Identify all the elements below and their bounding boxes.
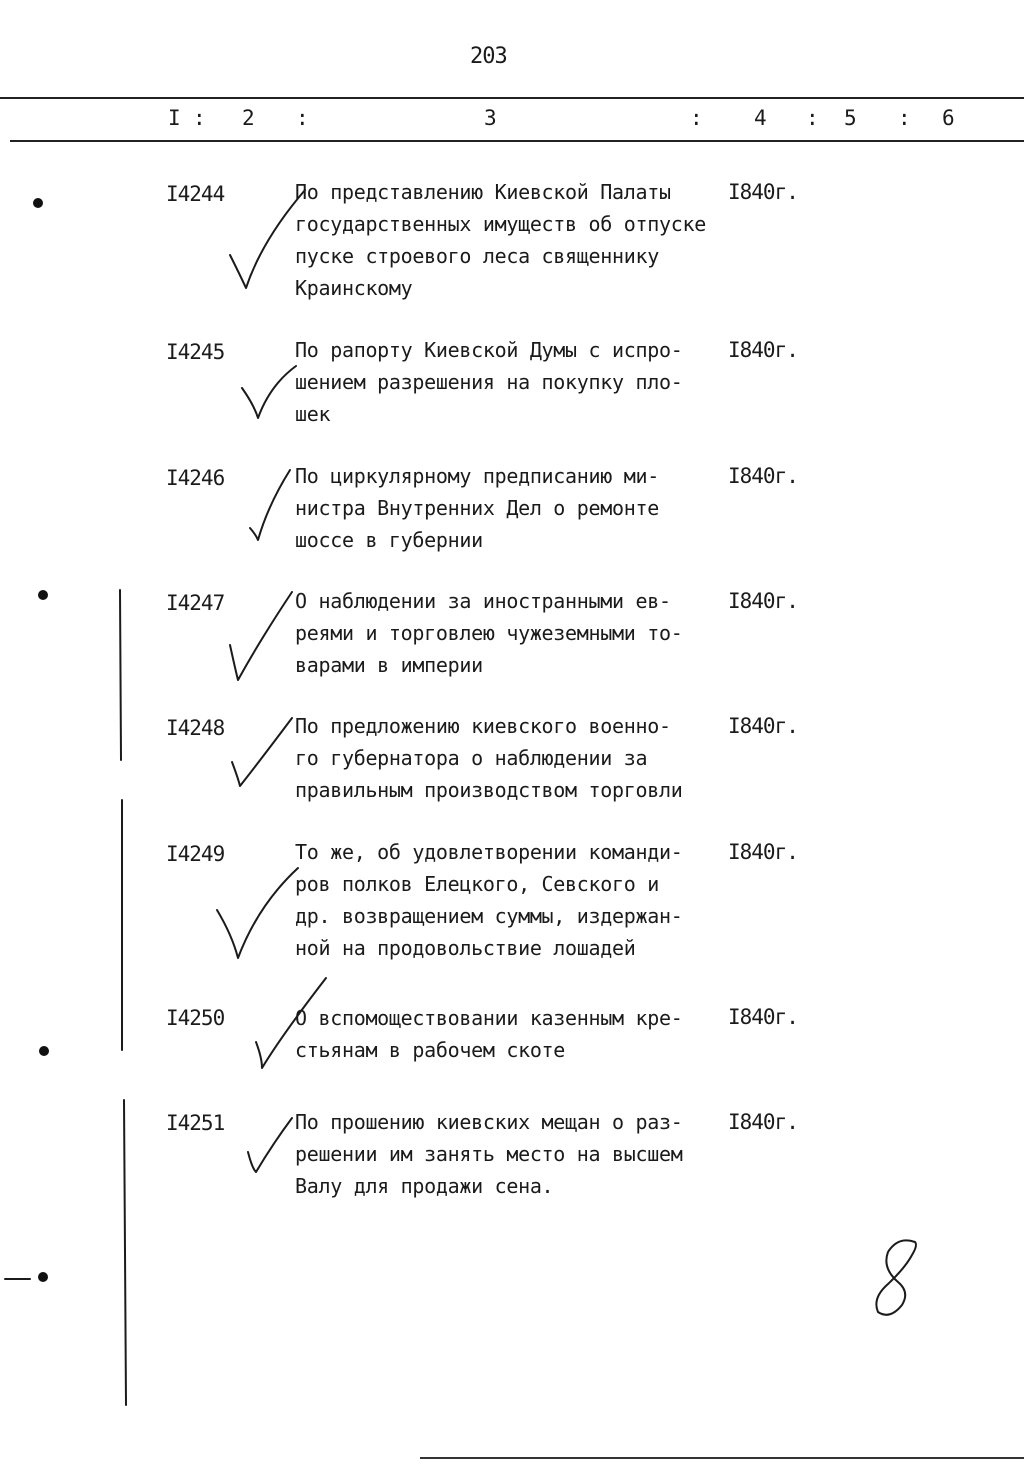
case-year: I840г. bbox=[728, 464, 798, 488]
case-year: I840г. bbox=[728, 338, 798, 362]
case-number: I4245 bbox=[166, 340, 225, 364]
case-number: I4246 bbox=[166, 466, 225, 490]
description-line: стьянам в рабочем скоте bbox=[295, 1038, 566, 1062]
column-separator: : bbox=[898, 106, 911, 130]
punch-hole bbox=[38, 1272, 48, 1282]
column-header-2: 2 bbox=[242, 106, 255, 130]
case-year: I840г. bbox=[728, 840, 798, 864]
description-line: реями и торговлею чужеземными то- bbox=[295, 621, 683, 645]
case-number: I4249 bbox=[166, 842, 225, 866]
description-line: др. возвращением суммы, издержан- bbox=[295, 904, 683, 928]
check-mark-icon bbox=[250, 470, 290, 540]
column-separator: : bbox=[193, 106, 206, 130]
description-line: О наблюдении за иностранными ев- bbox=[295, 589, 671, 613]
case-year: I840г. bbox=[728, 714, 798, 738]
description-line: То же, об удовлетворении команди- bbox=[295, 840, 683, 864]
header-rule-bottom bbox=[10, 140, 1024, 142]
description-line: Валу для продажи сена. bbox=[295, 1174, 554, 1198]
column-separator: : bbox=[296, 106, 309, 130]
case-year: I840г. bbox=[728, 180, 798, 204]
case-description bbox=[295, 836, 735, 964]
column-header-3: 3 bbox=[484, 106, 497, 130]
sheet-number-glyph bbox=[876, 1240, 916, 1314]
check-mark-icon bbox=[242, 366, 296, 418]
description-line: ров полков Елецкого, Севского и bbox=[295, 872, 659, 896]
description-line: ной на продовольствие лошадей bbox=[295, 936, 636, 960]
case-description bbox=[295, 334, 735, 430]
column-separator: : bbox=[690, 106, 703, 130]
description-line: Краинскому bbox=[295, 276, 413, 300]
description-line: По циркулярному предписанию ми- bbox=[295, 464, 659, 488]
case-year: I840г. bbox=[728, 1005, 798, 1029]
check-mark-icon bbox=[248, 1118, 292, 1172]
case-description bbox=[295, 585, 735, 681]
case-description bbox=[295, 460, 735, 556]
header-rule-top bbox=[0, 97, 1024, 99]
punch-hole bbox=[38, 590, 48, 600]
description-line: шоссе в губернии bbox=[295, 528, 483, 552]
column-header-1: I bbox=[168, 106, 181, 130]
description-line: По рапорту Киевской Думы с испро- bbox=[295, 338, 683, 362]
description-line: По прошению киевских мещан о раз- bbox=[295, 1110, 683, 1134]
case-number: I4251 bbox=[166, 1111, 225, 1135]
punch-hole bbox=[39, 1046, 49, 1056]
column-header-4: 4 bbox=[754, 106, 767, 130]
description-line: шением разрешения на покупку пло- bbox=[295, 370, 683, 394]
description-line: решении им занять место на высшем bbox=[295, 1142, 683, 1166]
case-number: I4248 bbox=[166, 716, 225, 740]
check-mark-icon bbox=[230, 190, 305, 288]
description-line: государственных имуществ об отпуске bbox=[295, 212, 706, 236]
punch-hole bbox=[33, 198, 43, 208]
case-description bbox=[295, 176, 735, 304]
description-line: го губернатора о наблюдении за bbox=[295, 746, 648, 770]
description-line: По представлению Киевской Палаты bbox=[295, 180, 671, 204]
column-header-6: 6 bbox=[942, 106, 955, 130]
column-header-5: 5 bbox=[844, 106, 857, 130]
case-number: I4250 bbox=[166, 1006, 225, 1030]
case-number: I4247 bbox=[166, 591, 225, 615]
description-line: варами в империи bbox=[295, 653, 483, 677]
case-number: I4244 bbox=[166, 182, 225, 206]
description-line: шек bbox=[295, 402, 331, 426]
page-number: 203 bbox=[470, 44, 507, 69]
description-line: пуске строевого леса священнику bbox=[295, 244, 659, 268]
column-separator: : bbox=[806, 106, 819, 130]
check-mark-icon bbox=[232, 718, 292, 786]
check-mark-icon bbox=[230, 592, 292, 680]
footer-rule bbox=[420, 1457, 1024, 1459]
case-description bbox=[295, 1002, 735, 1066]
case-year: I840г. bbox=[728, 1110, 798, 1134]
check-mark-icon bbox=[217, 868, 298, 958]
description-line: О вспомоществовании казенным кре- bbox=[295, 1006, 683, 1030]
case-year: I840г. bbox=[728, 589, 798, 613]
case-description bbox=[295, 1106, 735, 1202]
description-line: правильным производством торговли bbox=[295, 778, 683, 802]
description-line: нистра Внутренних Дел о ремонте bbox=[295, 496, 659, 520]
description-line: По предложению киевского военно- bbox=[295, 714, 671, 738]
binding-line bbox=[120, 590, 126, 1405]
case-description bbox=[295, 710, 735, 806]
